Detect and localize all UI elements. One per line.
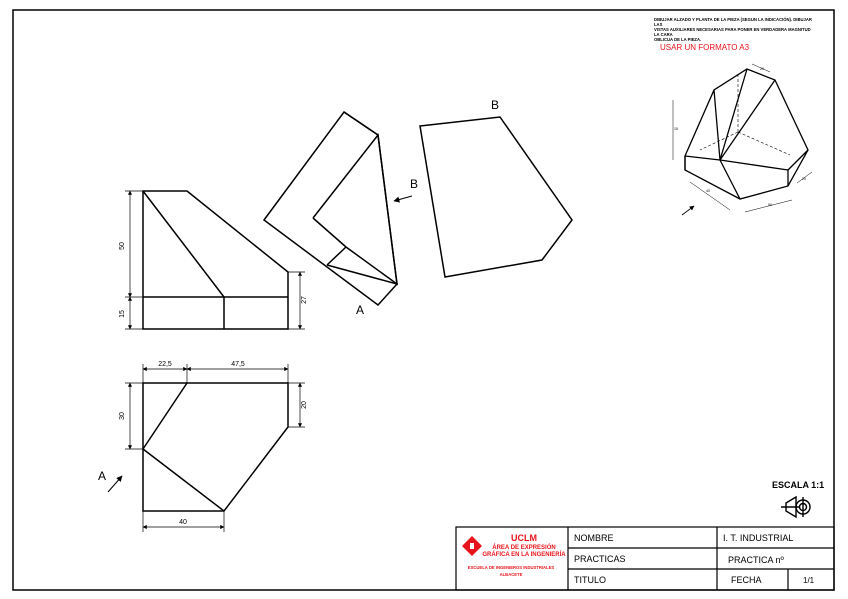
dim-plan-47-5: 47,5 [231, 361, 245, 368]
iso-view-arrow [682, 206, 694, 215]
iso-dim-3: 40 [706, 189, 710, 193]
tb-practicas: PRACTICAS [574, 554, 626, 564]
logo-line1: ÁREA DE EXPRESIÓN [492, 545, 556, 551]
uclm-logo-icon [462, 536, 482, 556]
iso-dim-2: 15 [674, 127, 678, 131]
logo-line2: GRÁFICA EN LA INGENIERÍA [482, 552, 566, 558]
format-note: USAR UN FORMATO A3 [660, 43, 750, 52]
logo-main: UCLM [511, 533, 537, 543]
dim-elev-15: 15 [119, 310, 126, 318]
instruction-line-2: VISTAS AUXILIARES NECESARIAS PARA PONER EN VERDADERA MAGNITUD LA CARA [654, 27, 811, 37]
school-line1: ESCUELA DE INGENIEROS INDUSTRIALES [467, 565, 555, 570]
elevation-view [143, 191, 288, 329]
scale-label: ESCALA 1:1 [772, 480, 825, 490]
label-b-top: B [491, 98, 500, 112]
projection-symbol [781, 497, 810, 517]
view-b-arrow [394, 196, 412, 201]
label-a-plan: A [98, 469, 107, 483]
instructions [654, 17, 814, 42]
tb-practica-value: PRACTICA nº [728, 555, 784, 565]
tb-nombre: NOMBRE [574, 533, 614, 543]
dim-elev-50: 50 [119, 242, 126, 250]
iso-dim-5: 20 [802, 177, 806, 181]
plan-dimensions [125, 364, 305, 532]
auxiliary-view-a [264, 112, 397, 305]
instruction-line-3: OBLICUA DE LA PIEZA. [654, 37, 702, 42]
plan-view [143, 383, 288, 511]
dim-plan-30: 30 [119, 412, 126, 420]
label-b-arrow: B [410, 177, 419, 191]
tb-fecha: FECHA [731, 575, 762, 585]
school-line2: ALBACETE [499, 572, 523, 577]
tb-nombre-value: I. T. INDUSTRIAL [723, 533, 794, 543]
label-a-top: A [356, 303, 365, 317]
dim-plan-40: 40 [179, 519, 187, 526]
tb-titulo: TITULO [574, 575, 607, 585]
isometric-view [685, 69, 808, 199]
iso-dim-1: 20 [760, 67, 764, 71]
tb-sheet: 1/1 [803, 576, 815, 585]
elevation-dimensions [125, 191, 305, 329]
view-a-arrow [108, 476, 122, 492]
dim-plan-22-5: 22,5 [158, 361, 172, 368]
iso-dim-4: 50 [768, 203, 772, 207]
dim-plan-20: 20 [301, 401, 308, 409]
auxiliary-view-b [420, 117, 572, 277]
dim-elev-27: 27 [301, 296, 308, 304]
instruction-line-1: DIBUJAR ALZADO Y PLANTA DE LA PIEZA (SEGUN LA INDICACIÓN). DIBUJAR LAS [654, 17, 812, 27]
